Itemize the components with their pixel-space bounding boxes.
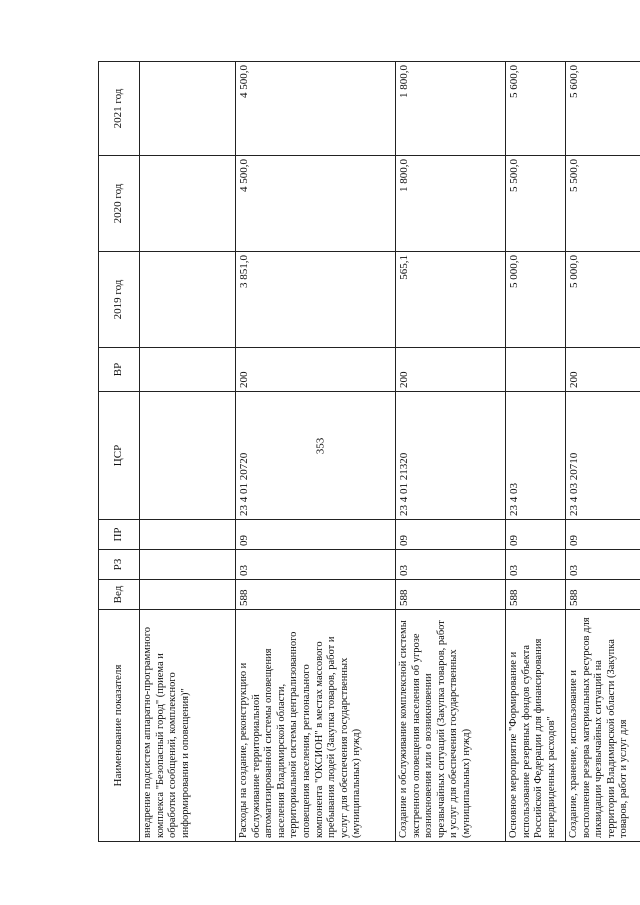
header-name: Наименование показателя [99, 610, 140, 842]
row-rz: 03 [506, 550, 566, 580]
row-2019: 5 000,0 [506, 252, 566, 348]
row-vr [506, 348, 566, 392]
header-pr: ПР [99, 520, 140, 550]
row-2020 [140, 156, 236, 252]
header-2021: 2021 год [99, 62, 140, 156]
row-ved [140, 580, 236, 610]
rotated-sheet [98, 62, 640, 842]
row-name: внедрение подсистем аппаратно-программного комплекса "Безопасный город" (приема и обработки сообщений, комплексного информирования и оповещения)" [140, 610, 236, 842]
budget-table-container [98, 62, 640, 842]
row-2021: 1 800,0 [396, 62, 506, 156]
row-2021 [140, 62, 236, 156]
row-ved: 588 [236, 580, 396, 610]
row-2019: 5 000,0 [566, 252, 640, 348]
table-row [506, 62, 566, 842]
table-row [396, 62, 506, 842]
row-vr: 200 [236, 348, 396, 392]
page-number: 353 [314, 437, 327, 455]
row-name: Создание и обслуживание комплексной системы экстренного оповещения населения об угрозе возникновения или о возникновении чрезвычайных ситуаций (Закупка товаров, работ и услуг для обеспечения государственных (муниципальных) нужд) [396, 610, 506, 842]
row-csr: 23 4 01 20720 [236, 392, 396, 520]
row-rz [140, 550, 236, 580]
table-row [140, 62, 236, 842]
row-2019 [140, 252, 236, 348]
row-ved: 588 [396, 580, 506, 610]
row-2021: 5 600,0 [566, 62, 640, 156]
header-csr: ЦСР [99, 392, 140, 520]
row-2021: 4 500,0 [236, 62, 396, 156]
row-2020: 5 500,0 [506, 156, 566, 252]
row-2020: 1 800,0 [396, 156, 506, 252]
row-rz: 03 [396, 550, 506, 580]
budget-table [98, 61, 640, 842]
header-rz: РЗ [99, 550, 140, 580]
row-csr [140, 392, 236, 520]
row-vr: 200 [566, 348, 640, 392]
table-header-row [99, 62, 140, 842]
row-ved: 588 [566, 580, 640, 610]
row-rz: 03 [566, 550, 640, 580]
row-vr [140, 348, 236, 392]
row-2019: 3 851,0 [236, 252, 396, 348]
header-vr: ВР [99, 348, 140, 392]
row-pr: 09 [566, 520, 640, 550]
header-2020: 2020 год [99, 156, 140, 252]
row-2019: 565,1 [396, 252, 506, 348]
row-pr: 09 [506, 520, 566, 550]
row-csr: 23 4 03 20710 [566, 392, 640, 520]
row-pr [140, 520, 236, 550]
row-rz: 03 [236, 550, 396, 580]
row-name: Создание, хранение, использование и восполнение резерва материальных ресурсов для ликвидации чрезвычайных ситуаций на территории Владимирской области (Закупка товаров, работ и услуг для [566, 610, 640, 842]
row-2021: 5 600,0 [506, 62, 566, 156]
header-2019: 2019 год [99, 252, 140, 348]
row-vr: 200 [396, 348, 506, 392]
table-row [566, 62, 640, 842]
row-pr: 09 [236, 520, 396, 550]
row-2020: 4 500,0 [236, 156, 396, 252]
row-pr: 09 [396, 520, 506, 550]
table-row [236, 62, 396, 842]
row-name: Расходы на создание, реконструкцию и обслуживание территориальной автоматизированной системы оповещения населения Владимирской области, территориальной системы централизованного оповещения населения, регионального компонента "ОКСИОН" в местах массового пребывания людей (Закупка товаров, работ и услуг для обеспечения государственных (муниципальных) нужд) [236, 610, 396, 842]
row-ved: 588 [506, 580, 566, 610]
row-csr: 23 4 01 21320 [396, 392, 506, 520]
row-2020: 5 500,0 [566, 156, 640, 252]
row-csr: 23 4 03 [506, 392, 566, 520]
row-name: Основное мероприятие "Формирование и использование резервных фондов субъекта Российской Федерации для финансирования непредвиденных расходов" [506, 610, 566, 842]
header-ved: Вед [99, 580, 140, 610]
